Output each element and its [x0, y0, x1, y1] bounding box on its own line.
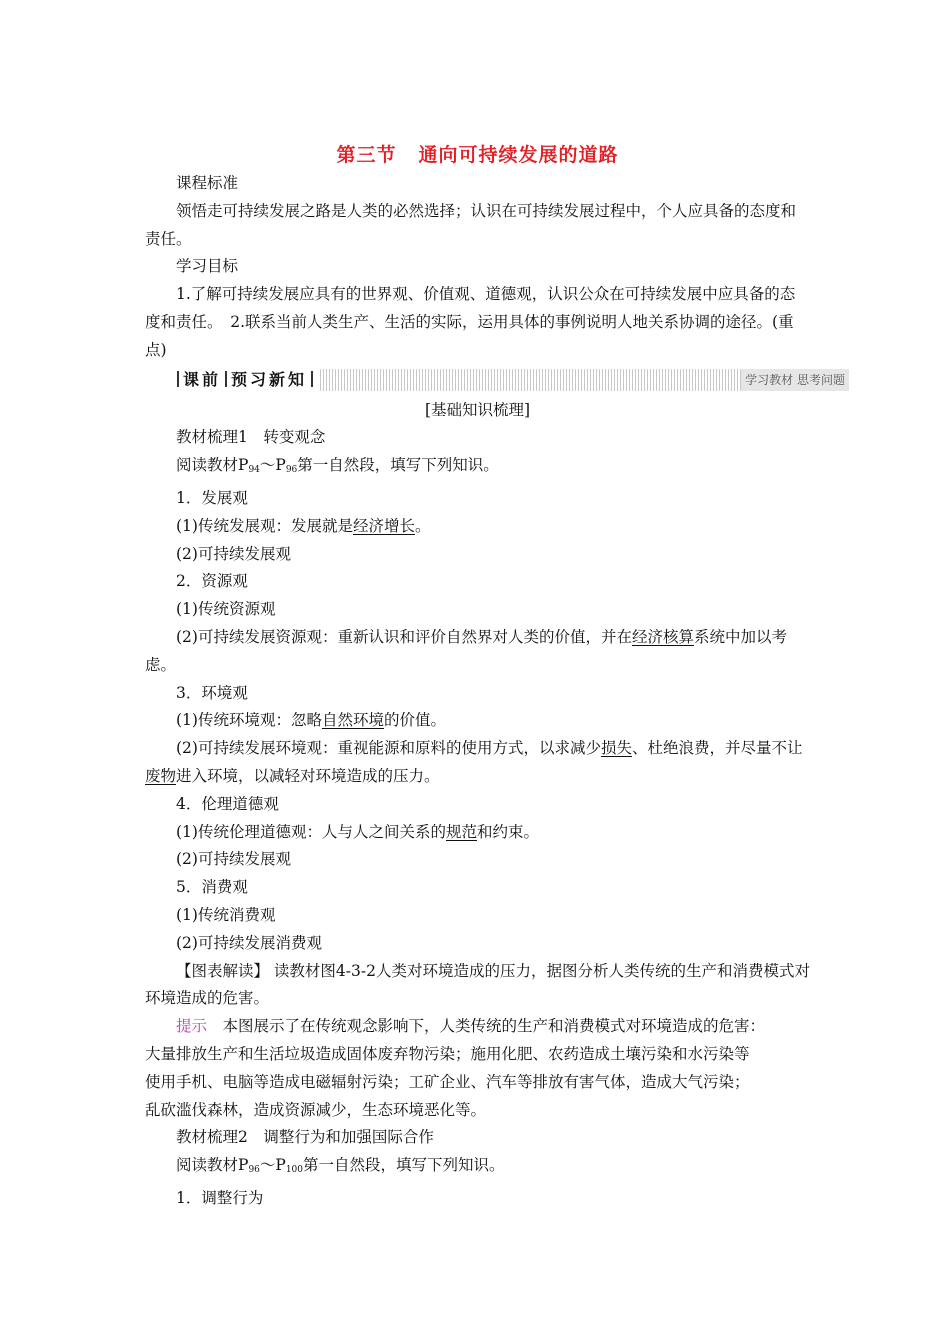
chart-reading: 【图表解读】 读教材图4-3-2人类对环境造成的压力，据图分析人类传统的生产和消费模式对环境造成的危害。 [145, 961, 810, 1008]
hint-line-2: 大量排放生产和生活垃圾造成固体废弃物污染；施用化肥、农药造成土壤污染和水污染等 [145, 1044, 750, 1063]
s1-item-3a: (1)传统环境观：忽略自然环境的价值。 [176, 711, 446, 730]
blank-answer: 规范 [445, 822, 477, 841]
section-title: [基础知识梳理] [424, 400, 531, 419]
s1-item-2: 2．资源观 [176, 572, 248, 591]
s1-item-5b: (2)可持续发展消费观 [176, 933, 322, 952]
standard-heading: 课程标准 [176, 174, 239, 192]
page-title [145, 140, 810, 170]
s1-item-3b: (2)可持续发展环境观：重视能源和原料的使用方式，以求减少损失、杜绝浪费，并尽量不让废物进入环境，以减轻对环境造成的压力。 [145, 739, 803, 785]
s1-item-5a: (1)传统消费观 [176, 905, 276, 924]
s1-item-2a: (1)传统资源观 [176, 600, 276, 619]
s1-read-instruction: 阅读教材$P_{94}\sim P_{96}$第一自然段，填写下列知识。 [176, 456, 499, 476]
s1-item-2b: (2)可持续发展资源观：重新认识和评价自然界对人类的价值，并在经济核算系统中加以考虑。 [145, 627, 787, 674]
s1-item-5: 5．消费观 [176, 878, 248, 897]
s1-heading: 教材梳理1 转变观念 [176, 428, 326, 447]
banner-left-a: 课前 [183, 369, 222, 389]
s1-item-4: 4．伦理道德观 [176, 794, 279, 813]
s1-item-1: 1．发展观 [176, 488, 248, 507]
blank-answer: 废物 [145, 766, 177, 785]
hint-line-4: 乱砍滥伐森林，造成资源减少，生态环境恶化等。 [145, 1100, 487, 1119]
goal-heading: 学习目标 [176, 257, 239, 276]
banner-left-b: 预习新知 [231, 369, 308, 389]
title-section-number: 第三节 [336, 144, 397, 166]
s2-read-instruction: 阅读教材$P_{96}\sim P_{100}$第一自然段，填写下列知识。 [176, 1156, 505, 1176]
hint-line-3: 使用手机、电脑等造成电磁辐射污染；工矿企业、汽车等排放有害气体，造成大气污染； [145, 1072, 750, 1091]
s1-item-4b: (2)可持续发展观 [176, 850, 291, 869]
title-text: 通向可持续发展的道路 [418, 144, 619, 166]
preview-banner [173, 369, 849, 391]
s1-item-4a: (1)传统伦理道德观：人与人之间关系的规范和约束。 [176, 822, 539, 841]
banner-right: 学习教材 思考问题 [741, 369, 849, 391]
blank-answer: 经济增长 [352, 516, 415, 535]
goal-text: 1.了解可持续发展应具有的世界观、价值观、道德观，认识公众在可持续发展中应具备的态度和责任。 2.联系当前人类生产、生活的实际，运用具体的事例说明人地关系协调的途径。(重点) [145, 285, 796, 359]
standard-text: 领悟走可持续发展之路是人类的必然选择；认识在可持续发展过程中，个人应具备的态度和责任。 [145, 201, 797, 248]
s2-heading: 教材梳理2 调整行为和加强国际合作 [176, 1128, 434, 1147]
hint-paragraph: 提示 本图展示了在传统观念影响下，人类传统的生产和消费模式对环境造成的危害： [176, 1017, 766, 1036]
blank-answer: 损失 [600, 739, 632, 758]
blank-answer: 自然环境 [321, 711, 384, 730]
banner-left [173, 369, 319, 391]
s1-item-3: 3．环境观 [176, 683, 248, 702]
s2-item-1: 1．调整行为 [176, 1188, 264, 1207]
s1-item-1a: (1)传统发展观：发展就是经济增长。 [176, 516, 431, 535]
document-content [145, 140, 845, 1213]
blank-answer: 经济核算 [631, 627, 694, 646]
hint-label: 提示 [176, 1017, 208, 1036]
s1-item-1b: (2)可持续发展观 [176, 544, 291, 563]
